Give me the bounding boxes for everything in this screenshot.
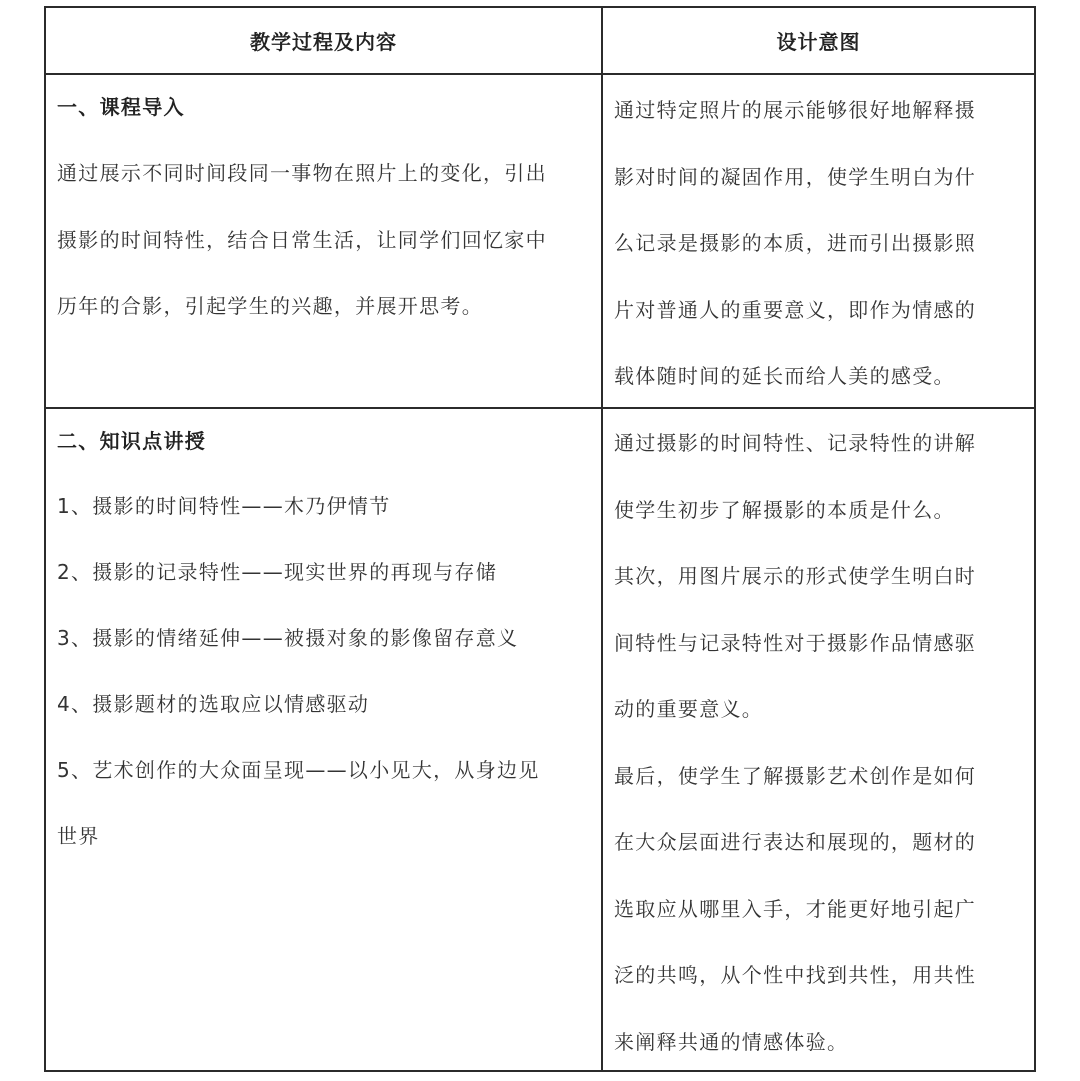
knowledge-intent-line: 间特性与记录特性对于摄影作品情感驱: [614, 630, 977, 655]
section-title-knowledge-points: 二、知识点讲授: [57, 429, 207, 453]
knowledge-points-intent-cell: [603, 409, 1034, 1070]
knowledge-intent-line: 最后，使学生了解摄影艺术创作是如何: [614, 763, 977, 788]
knowledge-intent-line: 选取应从哪里入手，才能更好地引起广: [614, 896, 977, 921]
header-teaching-process-label: 教学过程及内容: [250, 30, 397, 54]
knowledge-point-item: 5、艺术创作的大众面呈现——以小见大，从身边见: [57, 758, 540, 782]
course-intro-line: 摄影的时间特性，结合日常生活，让同学们回忆家中: [57, 227, 547, 252]
section-title-course-intro: 一、课程导入: [57, 95, 185, 119]
knowledge-point-item: 4、摄影题材的选取应以情感驱动: [57, 692, 370, 716]
lesson-plan-table: [44, 6, 1036, 1072]
course-intro-line: 历年的合影，引起学生的兴趣，并展开思考。: [57, 294, 483, 318]
knowledge-point-item: 世界: [57, 824, 100, 848]
course-intro-intent-line: 通过特定照片的展示能够很好地解释摄: [614, 98, 977, 122]
knowledge-point-item: 3、摄影的情绪延伸——被摄对象的影像留存意义: [57, 626, 519, 650]
knowledge-point-item: 1、摄影的时间特性——木乃伊情节: [57, 494, 391, 518]
course-intro-intent-line: 么记录是摄影的本质，进而引出摄影照: [614, 231, 977, 255]
knowledge-intent-line: 来阐释共通的情感体验。: [614, 1029, 849, 1054]
knowledge-intent-line: 泛的共鸣，从个性中找到共性，用共性: [614, 963, 977, 987]
course-intro-intent-line: 影对时间的凝固作用，使学生明白为什: [614, 164, 977, 189]
course-intro-intent-line: 片对普通人的重要意义，即作为情感的: [614, 297, 977, 322]
header-design-intent: [603, 8, 1034, 75]
header-design-intent-label: 设计意图: [776, 30, 861, 54]
knowledge-point-item: 2、摄影的记录特性——现实世界的再现与存储: [57, 560, 498, 584]
course-intro-intent-line: 载体随时间的延长而给人美的感受。: [614, 364, 955, 388]
course-intro-line: 通过展示不同时间段同一事物在照片上的变化，引出: [57, 161, 547, 185]
knowledge-intent-line: 动的重要意义。: [614, 697, 764, 721]
course-intro-intent-cell: [603, 75, 1034, 409]
knowledge-intent-line: 在大众层面进行表达和展现的，题材的: [614, 830, 977, 854]
knowledge-intent-line: 通过摄影的时间特性、记录特性的讲解: [614, 431, 977, 455]
knowledge-intent-line: 其次，用图片展示的形式使学生明白时: [614, 564, 977, 588]
knowledge-points-cell: [46, 409, 603, 1070]
course-intro-cell: [46, 75, 603, 409]
knowledge-intent-line: 使学生初步了解摄影的本质是什么。: [614, 497, 955, 522]
header-teaching-process: [46, 8, 603, 75]
